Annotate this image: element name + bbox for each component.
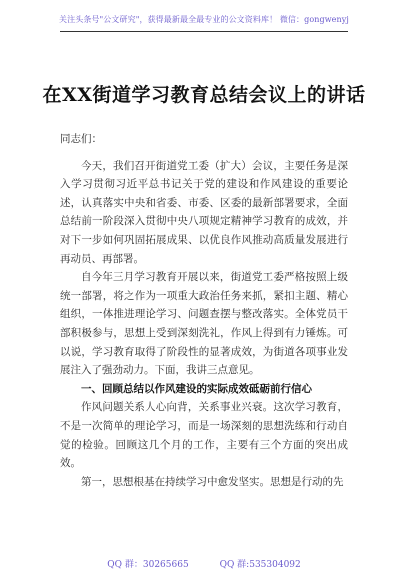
document-body bbox=[60, 130, 348, 491]
paragraph-2: 自今年三月学习教育开展以来，街道党工委严格按照上级统一部署，将之作为一项重大政治任务来抓，紧扣主题、精心组织，一体推进理论学习、问题查摆与整改落实。全体党员干部积极参与，思想上受到深刻洗礼，作风上得到有力锤炼。可以说，学习教育取得了阶段性的显著成效，为街道各项事业发展注入了强劲动力。下面，我讲三点意见。 bbox=[60, 271, 348, 377]
footer bbox=[0, 557, 408, 570]
paragraph-3: 作风问题关系人心向背，关系事业兴衰。这次学习教育，不是一次简单的理论学习，而是一场深刻的思想洗练和行动自觉的检验。回顾这几个月的工作，主要有三个方面的突出成效。 bbox=[60, 401, 348, 470]
paragraph-4: 第一，思想根基在持续学习中愈发坚实。思想是行动的先 bbox=[81, 475, 344, 488]
paragraph-1: 今天，我们召开街道党工委（扩大）会议，主要任务是深入学习贯彻习近平总书记关于党的建设和作风建设的重要论述，认真落实中央和省委、市委、区委的最新部署要求，全面总结前一阶段深入贯彻中央八项规定精神学习教育的成效，并对下一步如何巩固拓展成果、以优良作风推动高质量发展进行再动员、再部署。 bbox=[60, 159, 348, 265]
footer-qq-group-2: QQ 群:535304092 bbox=[219, 560, 301, 570]
footer-qq-group-1: QQ 群：30265665 bbox=[107, 560, 189, 570]
header-divider bbox=[60, 31, 348, 32]
document-title: 在XX街道学习教育总结会议上的讲话 bbox=[42, 84, 366, 106]
greeting: 同志们： bbox=[60, 133, 102, 145]
header-note: 关注头条号"公文研究"，获得最新最全最专业的公文资料库！ 微信：gongwenyj bbox=[59, 15, 349, 24]
section-heading: 一、回顾总结以作风建设的实际成效砥砺前行信心 bbox=[81, 382, 312, 395]
